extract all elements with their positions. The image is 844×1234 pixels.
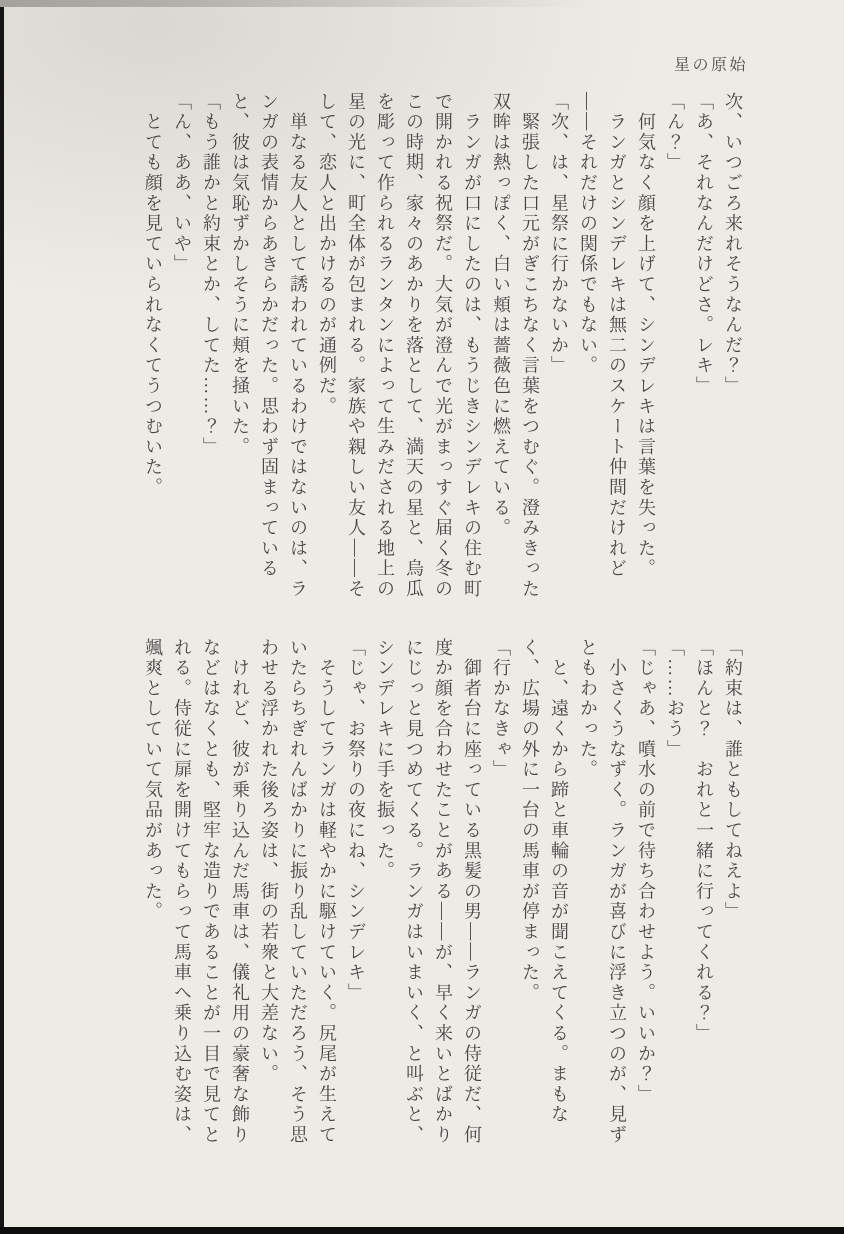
- scan-edge-bottom: [0, 1227, 844, 1234]
- paragraph: 「次、は、星祭に行かないか」: [549, 92, 569, 377]
- paragraph: 御者台に座っている黒髪の男——ランガの侍従だ、何度か顔を合わせたことがある——が、早く来いとばかりにじっと見つめてくる。ランガはいまいく、と叫ぶと、シンデレキに手を振った。: [375, 638, 482, 1146]
- paragraph: 「ん、ああ、いや」: [172, 92, 192, 275]
- paragraph: と、遠くから蹄と車輪の音が聞こえてくる。まもなく、広場の外に一台の馬車が停まった。: [520, 638, 569, 1126]
- scan-edge-left: [0, 7, 4, 1234]
- paragraph: 「行かなきゃ」: [491, 638, 511, 781]
- paragraph: 小さくうなずく。ランガが喜びに浮き立つのが、見ずともわかった。: [578, 638, 627, 1146]
- paragraph: ランガとシンデレキは無二のスケート仲間だけれど——それだけの関係でもない。: [578, 92, 627, 580]
- paragraph: 緊張した口元がぎこちなく言葉をつむぐ。澄みきった双眸は熱っぽく、白い頬は薔薇色に燃えている。: [491, 92, 540, 600]
- paragraph: 「じゃあ、噴水の前で待ち合わせよう。いいか？」: [636, 638, 656, 1105]
- paragraph: 次、いつごろ来れそうなんだ？」: [723, 92, 743, 397]
- paragraph: 単なる友人として誘われているわけではないのは、ランガの表情からあきらかだった。思わず固まっていると、彼は気恥ずかしそうに頬を掻いた。: [230, 92, 308, 600]
- paragraph: そうしてランガは軽やかに駆けていく。尻尾が生えていたらちぎれんばかりに振り乱していただろう、そう思わせる浮かれた後ろ姿は、街の若衆と大差ない。: [259, 638, 337, 1146]
- paragraph: 「……おう」: [665, 638, 685, 760]
- paragraph: ランガが口にしたのは、もうじきシンデレキの住む町で開かれる祝祭だ。大気が澄んで光がまっすぐ届く冬のこの時期、家々のあかりを落として、満天の星と、烏瓜を彫って作られるランタンによって生みだされる地上の星の光に、町全体が包まれる。家族や親しい友人——そして、恋人と出かけるのが通例だ。: [317, 92, 482, 600]
- paragraph: 「じゃ、お祭りの夜にね、シンデレキ」: [346, 638, 366, 1004]
- running-header: 星の原始: [673, 57, 748, 74]
- paragraph: 「もう誰かと約束とか、してた……？」: [201, 92, 221, 458]
- scan-shadow-top: [0, 0, 591, 7]
- paragraph: 「ん？」: [665, 92, 685, 174]
- paragraph: とても顔を見ていられなくてうつむいた。: [143, 92, 163, 498]
- text-block-upper: [138, 92, 747, 606]
- paragraph: けれど、彼が乗り込んだ馬車は、儀礼用の豪奢な飾りなどはなくとも、堅牢な造りであることが一目で見てとれる。侍従に扉を開けてもらって馬車へ乗り込む姿は、颯爽としていて気品があった。: [143, 638, 250, 1146]
- paragraph: 「ほんと？ おれと一緒に行ってくれる？」: [694, 638, 714, 1044]
- paragraph: 何気なく顔を上げて、シンデレキは言葉を失った。: [636, 92, 656, 580]
- text-block-lower: [138, 638, 747, 1152]
- paragraph: 「あ、それなんだけどさ。レキ」: [694, 92, 714, 397]
- paragraph: 「約束は、誰ともしてねえよ」: [723, 638, 743, 923]
